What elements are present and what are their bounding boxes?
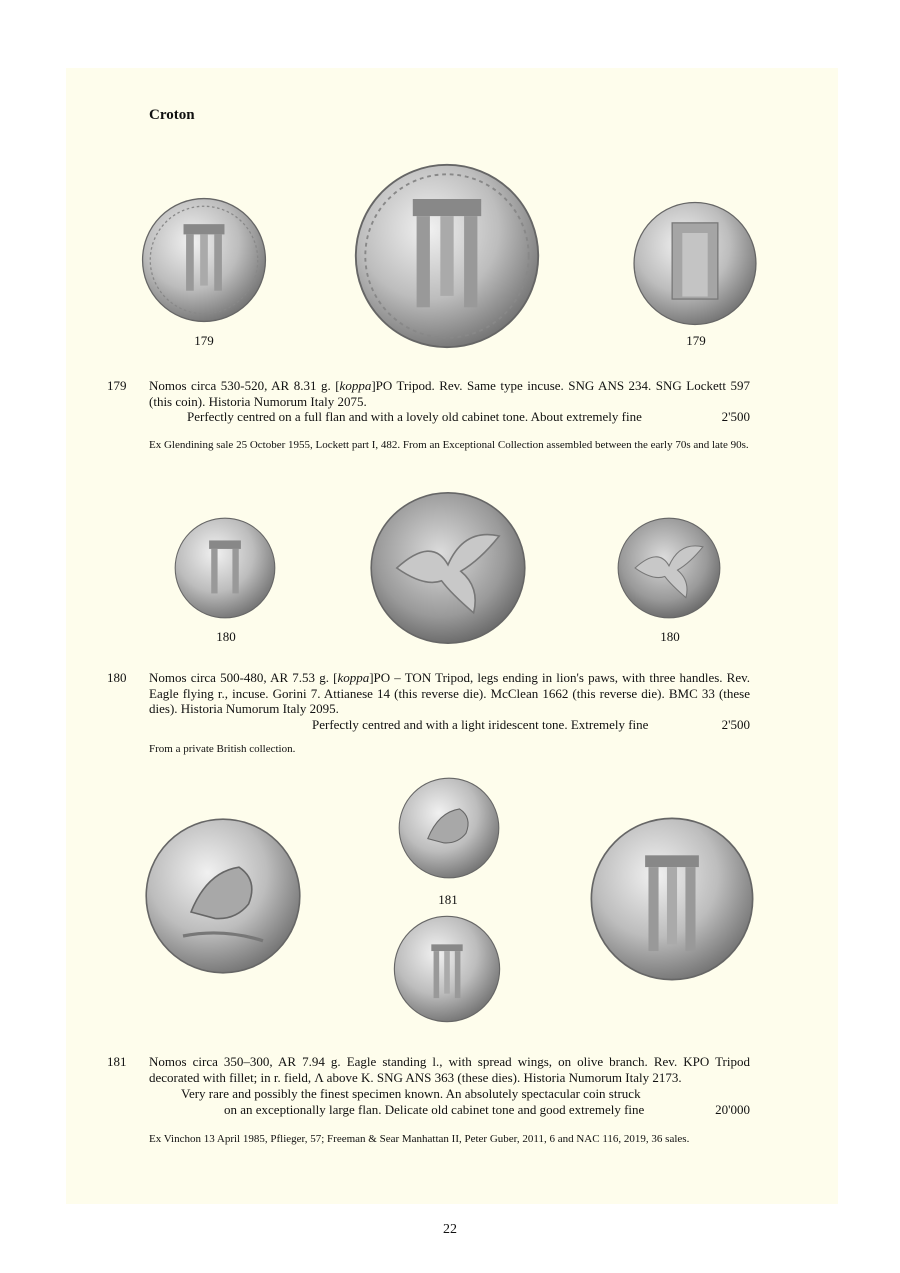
page-number: 22 xyxy=(443,1222,457,1237)
coin-181-label: 181 xyxy=(438,892,458,907)
lot-180-price: 2'500 xyxy=(721,717,750,732)
lot-181-number: 181 xyxy=(107,1054,127,1069)
lot-179-grade: Perfectly centred on a full flan and with a lovely old cabinet tone. About extremely fine xyxy=(187,409,642,424)
lot-180-grade: Perfectly centred and with a light iridescent tone. Extremely fine xyxy=(312,717,649,732)
lot-181-grade-line-1: Very rare and possibly the finest specimen known. An absolutely spectacular coin struck xyxy=(181,1086,641,1101)
lot-179-number: 179 xyxy=(107,378,127,393)
coin-179-right-label: 179 xyxy=(686,333,706,348)
lot-179-price: 2'500 xyxy=(721,409,750,424)
lot-179-description: Nomos circa 530-520, AR 8.31 g. [koppa]PO Tripod. Rev. Same type incuse. SNG ANS 234. SNG Lockett 597 (this coin). Historia Numorum Italy 2075. xyxy=(149,378,751,409)
coin-180-large-reverse-image xyxy=(364,488,532,648)
coin-181-obverse-image xyxy=(396,773,502,883)
lot-181-description: Nomos circa 350–300, AR 7.94 g. Eagle standing l., with spread wings, on olive branch. Rev. KPO Tripod decorated with fillet; in r. field, Λ above K. SNG ANS 363 (these dies). Historia Numorum Italy 2173. xyxy=(149,1054,750,1085)
lot-180-provenance: From a private British collection. xyxy=(149,743,296,755)
coin-179-reverse-image xyxy=(631,200,759,327)
lot-179-provenance: Ex Glendining sale 25 October 1955, Lockett part I, 482. From an Exceptional Collection assembled between the early 70s and late 90s. xyxy=(149,439,749,451)
coin-179-left-label: 179 xyxy=(194,333,214,348)
coin-180-right-label: 180 xyxy=(660,629,680,644)
coin-181-obverse-large-image xyxy=(143,812,303,980)
lot-181-grade-line-2: on an exceptionally large flan. Delicate old cabinet tone and good extremely fine xyxy=(224,1102,645,1117)
section-title: Croton xyxy=(149,107,195,123)
lot-180-description: Nomos circa 500-480, AR 7.53 g. [koppa]PO – TON Tripod, legs ending in lion's paws, with three handles. Rev. Eagle flying r., incuse. Gorini 7. Attianese 14 (this reverse die). McClean 1662 (this reverse die). BMC 33 (these dies). Historia Numorum Italy 2095. xyxy=(149,670,751,716)
coin-181-reverse-large-image xyxy=(584,815,760,983)
coin-181-reverse-image xyxy=(390,913,504,1025)
lot-180-number: 180 xyxy=(107,670,127,685)
lot-181-price: 20'000 xyxy=(715,1102,750,1117)
coin-179-obverse-image xyxy=(140,195,268,325)
coin-179-large-obverse-image xyxy=(352,160,542,352)
coin-180-obverse-image xyxy=(172,513,278,623)
coin-180-left-label: 180 xyxy=(216,629,236,644)
lot-181-provenance: Ex Vinchon 13 April 1985, Pflieger, 57; Freeman & Sear Manhattan II, Peter Guber, 2011, 6 and NAC 116, 2019, 36 sales. xyxy=(149,1133,690,1145)
coin-180-reverse-image xyxy=(614,515,724,621)
